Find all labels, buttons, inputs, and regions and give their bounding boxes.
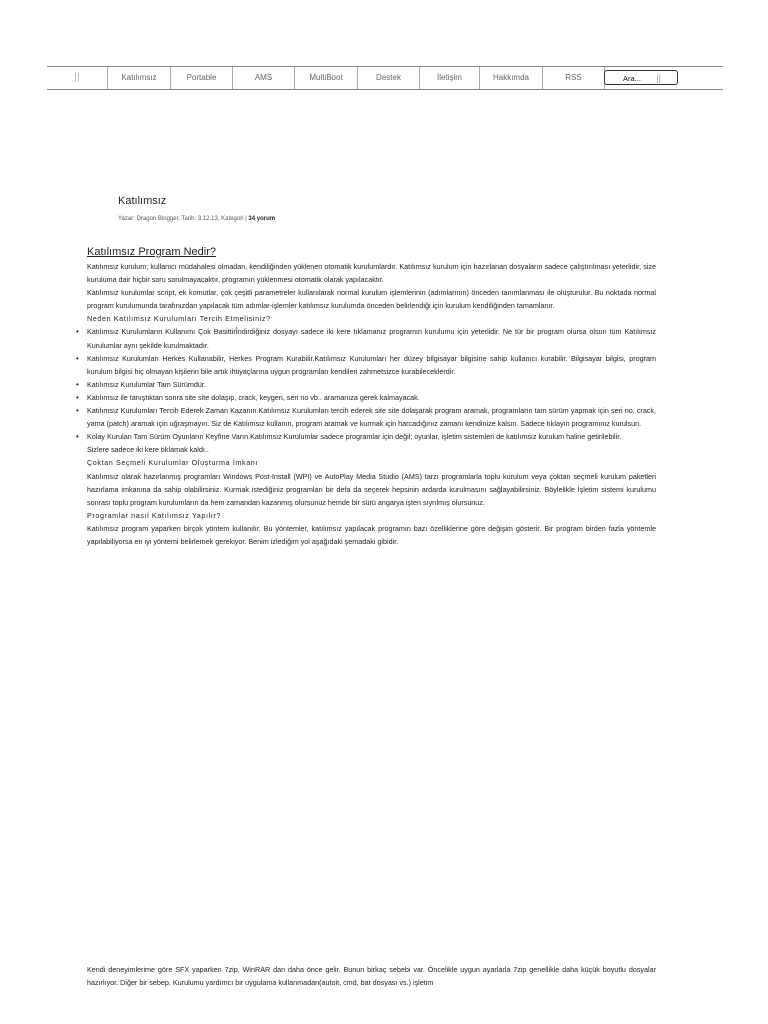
search-input-value: Ara... [623, 74, 641, 83]
list-item: • Kolay Kurulan Tam Sürüm Oyunların Keyfine Varın.Katılımsız Kurulumlar sadece programlar için değil; oyunlar, işletim sistemleri de katılımsız kurulum haline getirilebilir. [87, 430, 656, 443]
nav-item-destek[interactable]: Destek [357, 67, 419, 89]
after-list-text: Sizlere sadece iki kere tıklamak kaldı.. [87, 445, 209, 455]
list-item: • Katılımsız Kurulumları Herkes Kullanabilir, Herkes Program Kurabilir.Katılımsız Kurulumları her düzey bilgisayar bilgisine sahip kullanıcı kurabilir. Bilgisayar bilgisi, program kurulum bilgisi hiç olmayan kişilerin bile artık ihtiyaçlarına uygun programları kendileri zahmetsizce kurabileceklerdir. [87, 352, 656, 378]
post-content [87, 245, 656, 548]
post-meta [118, 216, 275, 222]
search-input[interactable] [604, 70, 678, 85]
subheading-multi-select: Çoktan Seçmeli Kurulumlar Oluşturma İmkanı [87, 458, 258, 468]
list-item: • Katılımsız Kurulumların Kullanımı Çok BasittirÎndirdiğiniz dosyayı sadece iki kere tıklamanız programın kurulumu için yeterlidir. Ne tür bir program olursa olsun tüm Katılımsız Kurulumlar aynı şekilde kurulmaktadır. [87, 325, 656, 351]
benefits-list [87, 325, 656, 443]
nav-item-iletisim[interactable]: İletişim [419, 67, 479, 89]
paragraph-multi-select: Katılımsız olarak hazırlanmış programları Windows Post-Install (WPI) ve AutoPlay Media Studio (AMS) tarzı programlarla toplu kurulum veya çoktan seçmeli kurulum paketleri hazırlama imkanına da sahip olabilirsiniz. Kurmak istediğiniz programları bir defa da seçerek hepsinin ardarda kurulmasını sağlayabilirsiniz. Böylelikle İşletim sistemi kurulumu sonrası toplu program kurulumların da hem zamandan kazanmış olursunuz hemde bir sürü angarya işten sıyrılmış olursunuz. [87, 471, 656, 507]
list-item: • Katılımsız ile tanıştıktan sonra site site dolaşıp, crack, keygen, seri no vb.. aramanıza gerek kalmayacak. [87, 391, 656, 404]
nav-item-multiboot[interactable]: MultiBoot [294, 67, 357, 89]
intro-paragraph-2: Katılımsız kurulumlar script, ek komutlar, çok çeşitli parametreler kullanılarak normal kurulum işlemlerinin (adımlarının) önceden tanımlanması ile oluşturulur. Bu noktada normal program kurulumunda tarafınızdan yapılacak tüm adımlar-işlemler katılımsız kurulumda önceden belirlendiği için kurulum kendiliğinden tamamlanır. [87, 288, 656, 311]
post-title: Katılımsız [118, 195, 167, 207]
list-item: • Katılımsız Kurulumlar Tam Sürümdür. [87, 378, 656, 391]
comments-link[interactable]: 34 yorum [248, 216, 276, 222]
search-cursor-icon: || [656, 73, 661, 83]
post-meta-info: Yazar: Dragon Blogger, Tarih: 3.12.13, Kategori | [118, 216, 247, 222]
nav-item-ams[interactable]: AMS [232, 67, 294, 89]
paragraph-how: Katılımsız program yaparken birçok yöntem kullanılır. Bu yöntemler, katılımsız yapılacak programın bazı özelliklerine göre değişim gösterir. Bir program birden fazla yöntemle yapılabiliyorsa en iyi yöntemi belirlemek gerekiyor. Benim izlediğim yol aşağıdaki şemadaki gibidir. [87, 523, 656, 546]
subheading-why: Neden Katılımsız Kurulumları Tercih Etmelisiniz? [87, 314, 271, 324]
nav-divider-icon: || [74, 72, 80, 83]
nav-item-hakkimda[interactable]: Hakkımda [479, 67, 542, 89]
nav-item-rss[interactable]: RSS [542, 67, 604, 89]
bottom-paragraph: Kendi deneyimlerime göre SFX yaparken 7zip, WinRAR dan daha önce gelir. Bunun birkaç sebebi var. Öncelikle uygun ayarlarla 7zip genellikle daha küçük boyutlu dosyalar hazırlıyor. Diğer bir sebep, Kurulumu yardımcı bir uygulama kullanmadan(autoit, cmd, bat dosyası vs.) işletim [87, 965, 656, 987]
intro-paragraph-1: Katılımsız kurulum; kullanıcı müdahalesi olmadan, kendiliğinden yüklenen otomatik kurulumlardır. Katılımsız kurulum için hazırlanan dosyaların sadece çalıştırılması yeterlidir, size kuruluma dair hiçbir soru sorulmayacaktır, programın yüklenmesi otomatik olarak yapılacaktır. [87, 262, 656, 285]
subheading-how: Programlar nasıl Katılımsız Yapılır? [87, 510, 221, 520]
nav-item-katilimsiz[interactable]: Katılımsız [107, 67, 170, 89]
section-heading: Katılımsız Program Nedir? [87, 246, 216, 258]
list-item: • Katılımsız Kurulumları Tercih Ederek Zaman Kazanın.Katılımsız Kurulumları tercih ederek site site dolaşarak program aramak, programların tam sürüm yapmak için seri no, crack, yama (patch) aramak için uğraşmayın. Siz de Katılımsız kullanın, program aramak ve kurmak için harcadığınız zamanı kendinize kalsın. Sadece tıklayın programınız kurulsun. [87, 404, 656, 430]
nav-item-portable[interactable]: Portable [170, 67, 232, 89]
